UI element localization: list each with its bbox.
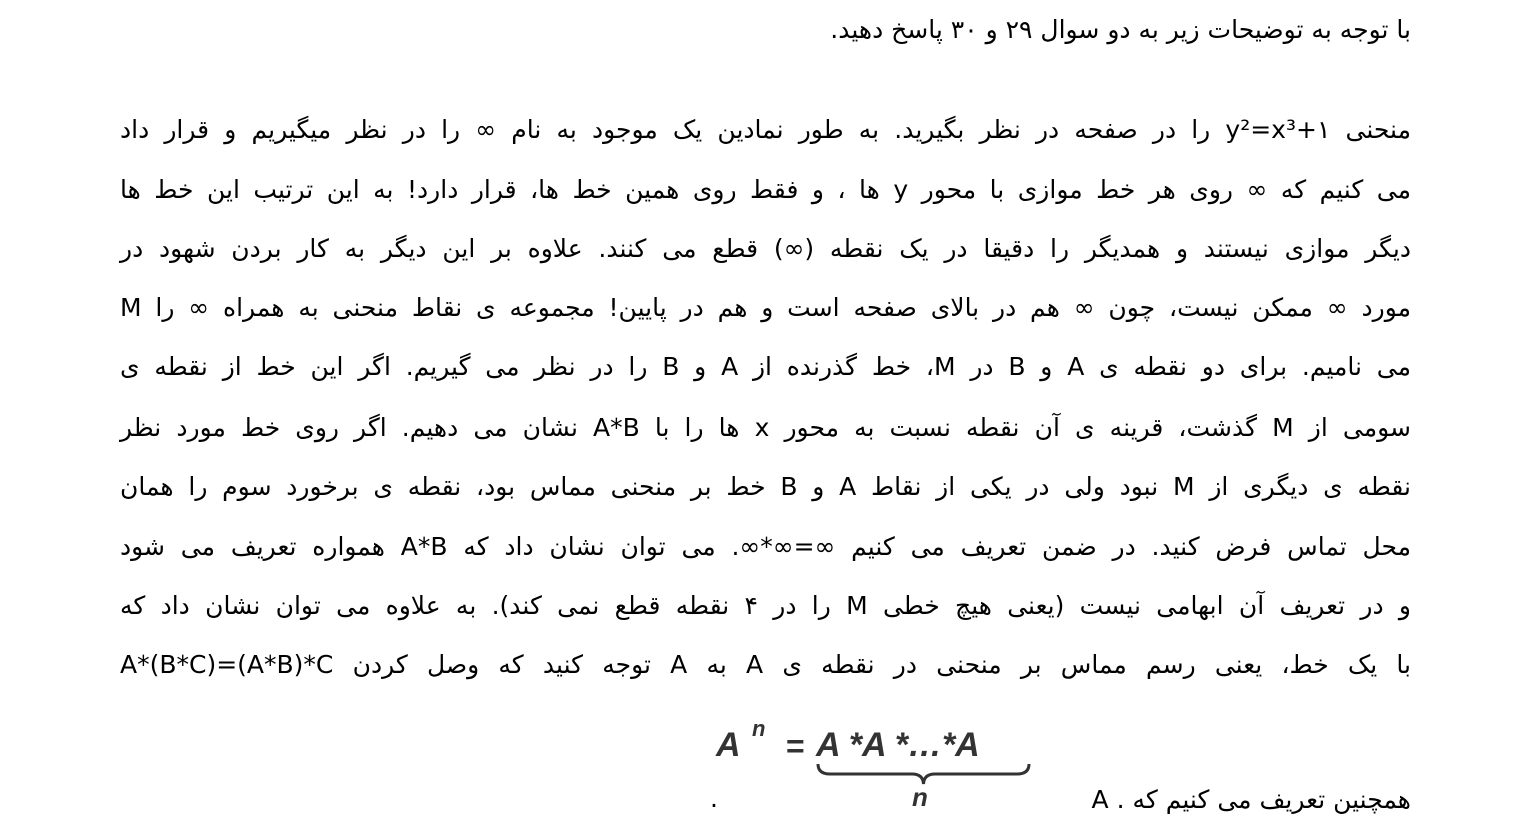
paragraph-line-10: A*(B*C)=(A*B)*C توجه کنید که وصل کردن A به A با یک خط، یعنی رسم مماس بر منحنی در نقطه ی	[120, 650, 1411, 679]
underbrace-label: n	[912, 782, 928, 812]
formula-lhs-base: A	[716, 726, 741, 764]
paragraph-line-6: سومی از M گذشت، قرینه ی آن نقطه نسبت به محور x ها را با A*B نشان می دهیم. اگر روی خط مورد نظر	[120, 413, 1412, 442]
paragraph-line-8: محل تماس فرض کنید. در ضمن تعریف می کنیم ∞=∞*∞. می توان نشان داد که A*B همواره تعریف می شود	[120, 532, 1411, 561]
paragraph-line-2: می کنیم که ∞ روی هر خط موازی با محور y ها ، و فقط روی همین خط ها، قرار دارد! به این ترتیب این خط ها	[120, 175, 1411, 204]
paragraph-line-1: منحنی y²=x³+۱ را در صفحه در نظر بگیرید. به طور نمادین یک موجود به نام ∞ را در نظر میگیریم و قرار داد	[120, 115, 1411, 144]
trailing-period: .	[710, 784, 718, 813]
formula-rhs: A *A *…*A	[816, 726, 980, 764]
paragraph-line-3: دیگر موازی نیستند و همدیگر را دقیقا در یک نقطه (∞) قطع می کنند. علاوه بر این دیگر به کار بردن شهود در	[120, 234, 1411, 263]
power-definition-formula	[716, 716, 1036, 816]
formula-lhs-exponent: n	[752, 716, 766, 741]
paragraph-line-7: نقطه ی دیگری از M نبود ولی در یکی از نقاط A و B خط بر منحنی مماس بود، نقطه ی برخورد سوم را همان	[120, 472, 1412, 501]
paragraph-line-4: مورد ∞ ممکن نیست، چون ∞ هم در بالای صفحه است و هم در پایین! مجموعه ی نقاط منحنی به همراه ∞ را M	[120, 293, 1411, 322]
paragraph-line-5: می نامیم. برای دو نقطه ی A و B در M، خط گذرنده از A و B را در نظر می گیریم. اگر این خط از نقطه ی	[120, 352, 1412, 381]
formula-equals: =	[786, 728, 805, 764]
intro-text: با توجه به توضیحات زیر به دو سوال ۲۹ و ۳۰ پاسخ دهید.	[830, 15, 1411, 44]
paragraph-line-9: و در تعریف آن ابهامی نیست (یعنی هیچ خطی M را در ۴ نقطه قطع نمی کند). به علاوه می توان نشان داد که	[120, 591, 1411, 620]
paragraph-line-11: A . همچنین تعریف می کنیم که	[1091, 785, 1411, 814]
